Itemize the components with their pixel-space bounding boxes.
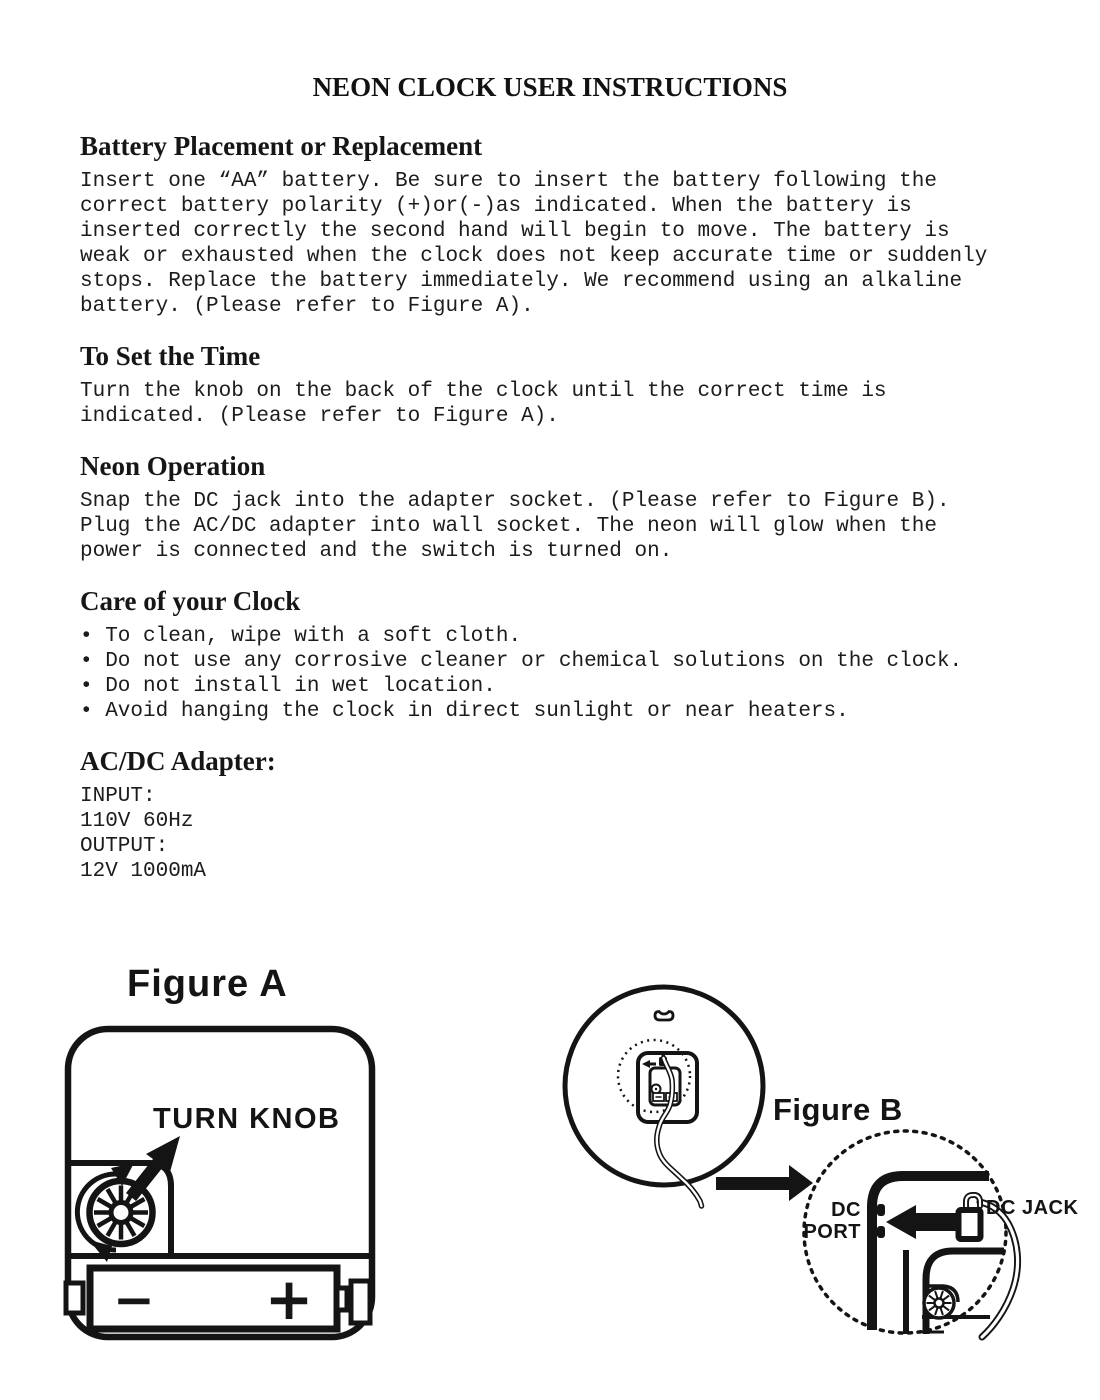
dc-jack-plug-icon (959, 1210, 981, 1239)
spec-line: OUTPUT: (80, 835, 169, 858)
spec-line: INPUT: (80, 785, 156, 808)
dc-port-arrow-icon (886, 1205, 958, 1239)
section-heading: AC/DC Adapter: (80, 746, 276, 776)
page-title: NEON CLOCK USER INSTRUCTIONS (312, 72, 788, 102)
text-line: Snap the DC jack into the adapter socket. (Please refer to Figure B). (80, 490, 950, 513)
text-line: Insert one “AA” battery. Be sure to insert the battery following the (80, 170, 937, 193)
section-heading: Care of your Clock (80, 586, 301, 616)
hanger-hole-icon (655, 1012, 673, 1021)
section-care (80, 585, 1020, 724)
dc-port-label: DC PORT (803, 1199, 861, 1243)
dc-port-contacts (877, 1204, 885, 1238)
section-heading: Neon Operation (80, 451, 266, 481)
section-heading: To Set the Time (80, 341, 261, 371)
spec-line: 110V 60Hz (80, 810, 194, 833)
spec-line: 12V 1000mA (80, 860, 207, 883)
section-set-time (80, 340, 1020, 429)
text-line: inserted correctly the second hand will begin to move. The battery is (80, 220, 950, 243)
section-body (80, 379, 1020, 429)
text-line: Turn the knob on the back of the clock until the correct time is (80, 380, 887, 403)
battery-icon (66, 1268, 370, 1329)
knob-wheel-small-icon (924, 1288, 954, 1318)
zoom-arrow-icon (716, 1165, 813, 1201)
section-body (80, 169, 1020, 319)
text-line: Plug the AC/DC adapter into wall socket. The neon will glow when the (80, 515, 937, 538)
bullet-line: • To clean, wipe with a soft cloth. (80, 625, 522, 648)
bullet-line: • Avoid hanging the clock in direct sunlight or near heaters. (80, 700, 849, 723)
dc-jack-label: DC JACK (986, 1197, 1079, 1219)
figures-drawing (0, 950, 1100, 1400)
section-heading: Battery Placement or Replacement (80, 131, 483, 161)
battery-plus-symbol: + (264, 1265, 314, 1333)
text-line: stops. Replace the battery immediately. We recommend using an alkaline (80, 270, 963, 293)
text-line: indicated. (Please refer to Figure A). (80, 405, 559, 428)
section-body (80, 624, 1020, 724)
section-body (80, 784, 1020, 884)
bullet-line: • Do not use any corrosive cleaner or chemical solutions on the clock. (80, 650, 963, 673)
section-adapter-specs (80, 745, 1020, 884)
text-line: correct battery polarity (+)or(-)as indicated. When the battery is (80, 195, 912, 218)
text-line: power is connected and the switch is turned on. (80, 540, 673, 563)
battery-minus-symbol: − (113, 1271, 155, 1329)
content (80, 130, 1020, 884)
section-body (80, 489, 1020, 564)
section-neon-operation (80, 450, 1020, 564)
turn-knob-label: TURN KNOB (153, 1103, 341, 1135)
figure-b-caption: Figure B (773, 1092, 903, 1127)
text-line: battery. (Please refer to Figure A). (80, 295, 534, 318)
section-battery-placement (80, 130, 1020, 319)
text-line: weak or exhausted when the clock does not keep accurate time or suddenly (80, 245, 988, 268)
figure-a-caption: Figure A (127, 963, 288, 1005)
bullet-line: • Do not install in wet location. (80, 675, 496, 698)
